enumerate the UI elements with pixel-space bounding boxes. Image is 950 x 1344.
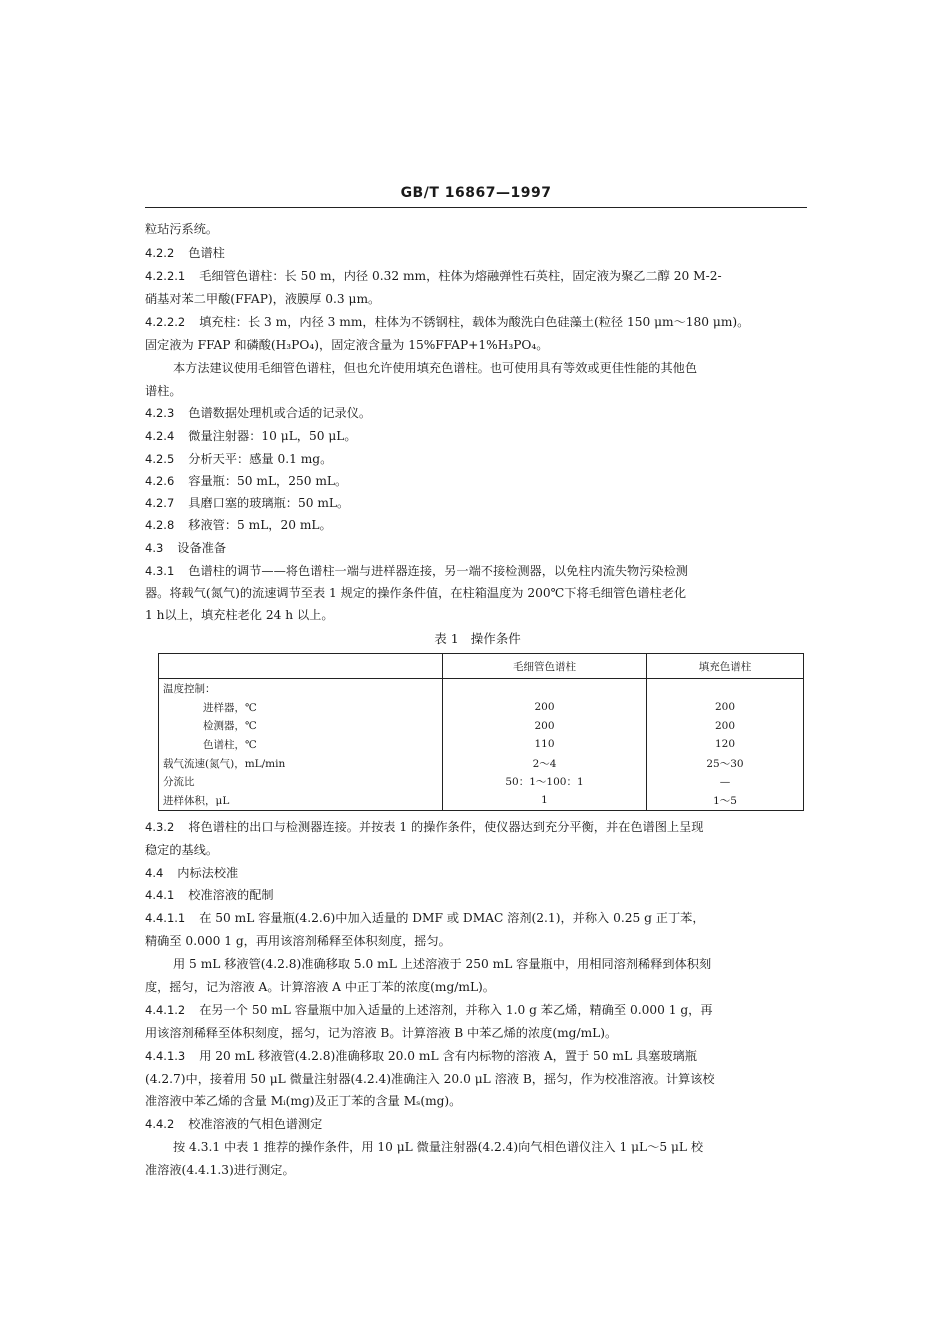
- text-line: 谱柱。: [145, 384, 182, 398]
- row-label: 检测器，℃: [159, 716, 443, 735]
- packed-value: 120: [714, 738, 736, 751]
- paragraph-line: 按 4.3.1 中表 1 推荐的操作条件，用 10 μL 微量注射器(4.2.4)向气相色谱仪注入 1 μL～5 μL 校: [173, 1140, 704, 1154]
- packed-value: [647, 679, 804, 698]
- header-cell: 毛细管色谱柱: [443, 654, 647, 679]
- table-row: [159, 791, 804, 810]
- clause-line: 4.4.1.2 在另一个 50 mL 容量瓶中加入适量的上述溶剂，并称入 1.0 g 苯乙烯，精确至 0.000 1 g，再: [145, 1003, 713, 1017]
- clause-line: 4.2.4 微量注射器：10 μL，50 μL。: [145, 429, 357, 443]
- row-label: 色谱柱，℃: [159, 735, 443, 754]
- text-line: 稳定的基线。: [145, 843, 219, 857]
- clause-line: 4.4.2 校准溶液的气相色谱测定: [145, 1117, 323, 1131]
- clause-line: 4.3.2 将色谱柱的出口与检测器连接。并按表 1 的操作条件，使仪器达到充分平衡，并在色谱图上呈现: [145, 820, 704, 834]
- capillary-value: 200: [443, 698, 647, 717]
- table-title: 操作条件: [470, 631, 521, 646]
- section-heading: 4.4 内标法校准: [145, 866, 239, 880]
- clause-line: 4.2.2.2 填充柱：长 3 m，内径 3 mm，柱体为不锈钢柱，载体为酸洗白色硅藻土(粒径 150 μm～180 μm)。: [145, 315, 750, 329]
- row-label: 温度控制：: [159, 679, 443, 698]
- header-cell: [159, 654, 443, 679]
- section-heading: 4.2.2 色谱柱: [145, 246, 225, 260]
- text-line: 硝基对苯二甲酸(FFAP)，液膜厚 0.3 μm。: [145, 292, 381, 306]
- row-label: 分流比: [159, 772, 443, 791]
- packed-value: —: [719, 775, 731, 788]
- clause-line: 4.4.1.3 用 20 mL 移液管(4.2.8)准确移取 20.0 mL 含有内标物的溶液 A，置于 50 mL 具塞玻璃瓶: [145, 1049, 697, 1063]
- clause-line: 4.2.8 移液管：5 mL，20 mL。: [145, 518, 332, 532]
- row-label: 载气流速(氮气)，mL/min: [159, 754, 443, 773]
- table-row: [159, 716, 804, 735]
- clause-line: 4.2.2.1 毛细管色谱柱：长 50 m，内径 0.32 mm，柱体为熔融弹性石英柱，固定液为聚乙二醇 20 M-2-: [145, 269, 722, 283]
- text-line: 度，摇匀，记为溶液 A。计算溶液 A 中正丁苯的浓度(mg/mL)。: [145, 980, 495, 994]
- capillary-value: 2～4: [443, 754, 647, 773]
- capillary-value: 50：1～100：1: [443, 772, 647, 791]
- text-line: 固定液为 FFAP 和磷酸(H₃PO₄)，固定液含量为 15%FFAP+1%H₃PO₄。: [145, 338, 549, 352]
- clause-line: 4.2.6 容量瓶：50 mL，250 mL。: [145, 474, 348, 488]
- capillary-value: 110: [443, 735, 647, 754]
- row-label: 进样体积，μL: [159, 791, 443, 810]
- paragraph-line: 用 5 mL 移液管(4.2.8)准确移取 5.0 mL 上述溶液于 250 mL 容量瓶中，用相同溶剂稀释到体积刻: [173, 957, 712, 971]
- table-row: [159, 772, 804, 791]
- capillary-value: 1: [443, 791, 647, 810]
- clause-line: 4.4.1.1 在 50 mL 容量瓶(4.2.6)中加入适量的 DMF 或 DMAC 溶剂(2.1)，并称入 0.25 g 正丁苯，: [145, 911, 705, 925]
- packed-value: 1～5: [713, 794, 737, 807]
- row-label: 进样器，℃: [159, 698, 443, 717]
- text-line: 粒玷污系统。: [145, 222, 219, 236]
- text-line: 准溶液中苯乙烯的含量 Mᵢ(mg)及正丁苯的含量 Mₛ(mg)。: [145, 1094, 462, 1108]
- packed-value: 200: [714, 719, 736, 732]
- text-line: 用该溶剂稀释至体积刻度，摇匀，记为溶液 B。计算溶液 B 中苯乙烯的浓度(mg/mL)。: [145, 1026, 618, 1040]
- header-rule: [145, 207, 807, 208]
- operating-conditions-table: [158, 653, 804, 811]
- clause-line: 4.4.1 校准溶液的配制: [145, 888, 274, 902]
- table-caption: [145, 629, 810, 647]
- clause-line: 4.2.7 具磨口塞的玻璃瓶：50 mL。: [145, 496, 350, 510]
- text-line: 精确至 0.000 1 g，再用该溶剂稀释至体积刻度，摇匀。: [145, 934, 451, 948]
- text-line: (4.2.7)中，接着用 50 μL 微量注射器(4.2.4)准确注入 20.0 μL 溶液 B，摇匀，作为校准溶液。计算该校: [145, 1072, 715, 1086]
- section-heading: 4.3 设备准备: [145, 541, 227, 555]
- clause-line: 4.2.3 色谱数据处理机或合适的记录仪。: [145, 406, 372, 420]
- text-line: 器。将载气(氮气)的流速调节至表 1 规定的操作条件值，在柱箱温度为 200℃下将毛细管色谱柱老化: [145, 586, 687, 600]
- clause-line: 4.3.1 色谱柱的调节——将色谱柱一端与进样器连接，另一端不接检测器，以免柱内流失物污染检测: [145, 564, 688, 578]
- text-line: 1 h以上，填充柱老化 24 h 以上。: [145, 608, 334, 622]
- header-cell: 填充色谱柱: [647, 654, 804, 679]
- clause-line: 4.2.5 分析天平：感量 0.1 mg。: [145, 452, 333, 466]
- packed-value: 200: [714, 701, 736, 714]
- capillary-value: [443, 679, 647, 698]
- page-header: GB/T 16867—1997: [400, 185, 552, 201]
- table-header-row: [159, 654, 804, 679]
- table-row: [159, 735, 804, 754]
- packed-value: 25～30: [706, 757, 744, 770]
- table-number: 表 1: [434, 631, 459, 646]
- table-row: [159, 698, 804, 717]
- paragraph-line: 本方法建议使用毛细管色谱柱，但也允许使用填充色谱柱。也可使用具有等效或更佳性能的其他色: [173, 361, 698, 375]
- table-row: [159, 754, 804, 773]
- text-line: 准溶液(4.4.1.3)进行测定。: [145, 1163, 295, 1177]
- table-row: [159, 679, 804, 698]
- capillary-value: 200: [443, 716, 647, 735]
